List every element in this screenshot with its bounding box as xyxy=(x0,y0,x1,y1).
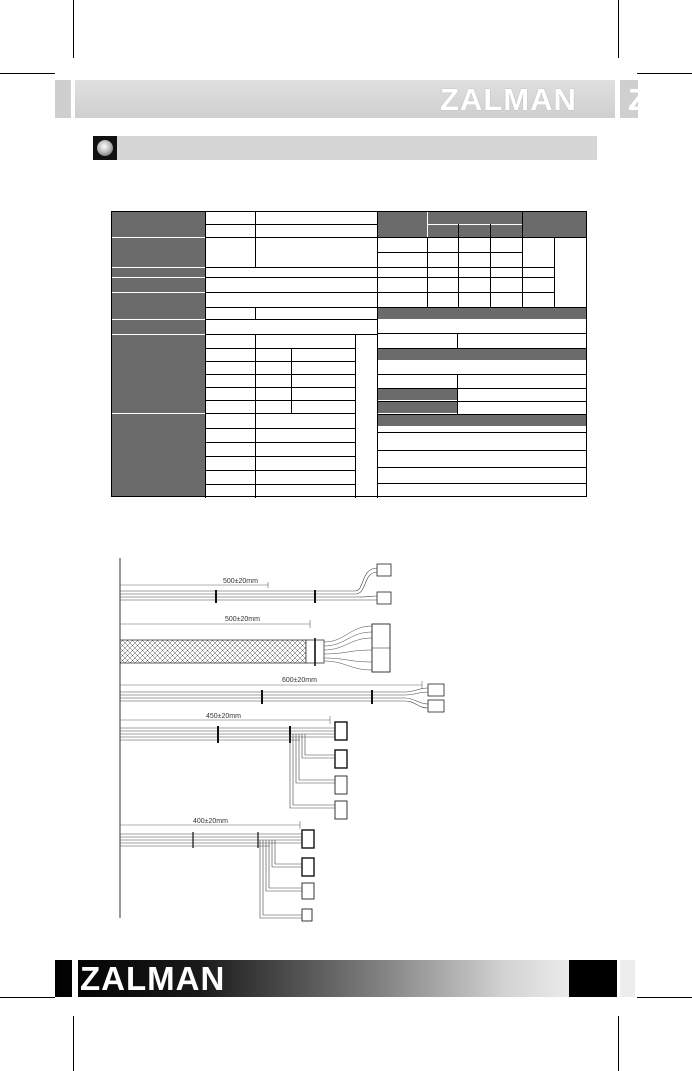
cable-3-length-label: 600±20mm xyxy=(282,677,317,684)
crop-mark-bottom-right-h xyxy=(637,997,692,998)
right-section-header-2 xyxy=(377,348,586,360)
output-subheader-2 xyxy=(459,225,490,237)
output-subheader-1 xyxy=(428,225,458,237)
spec-row-header-5 xyxy=(112,293,205,319)
cable-1 xyxy=(120,564,391,604)
right-section-header-3 xyxy=(377,414,586,426)
cable-4-length-label: 450±20mm xyxy=(206,713,241,720)
zalman-logo-ghost: Z xyxy=(628,82,647,117)
zalman-logo-footer: ZALMAN xyxy=(80,960,226,997)
right-section-header-1 xyxy=(377,307,586,319)
crop-mark-top-right-v xyxy=(618,0,619,58)
section-bullet-icon xyxy=(93,136,117,160)
section-title-bar xyxy=(93,136,597,160)
cable-5-length-label: 400±20mm xyxy=(193,818,228,825)
right-label-1 xyxy=(377,388,457,400)
crop-mark-top-left-v xyxy=(73,0,74,58)
output-subheader-3 xyxy=(491,225,522,237)
cable-2 xyxy=(120,616,390,672)
right-label-2 xyxy=(377,401,457,413)
crop-mark-top-right-h xyxy=(637,73,692,74)
output-header-c xyxy=(523,212,586,237)
cable-5 xyxy=(120,818,314,921)
cable-2-length-label: 500±20mm xyxy=(225,616,260,623)
output-header-a xyxy=(377,212,427,237)
crop-mark-bottom-left-h xyxy=(0,997,55,998)
spec-row-header-6 xyxy=(112,320,205,334)
spec-row-header-8 xyxy=(112,414,205,496)
crop-mark-bottom-left-v xyxy=(73,1016,74,1071)
crop-mark-bottom-right-v xyxy=(618,1016,619,1071)
spec-row-header-3 xyxy=(112,268,205,277)
spec-row-header-4 xyxy=(112,278,205,292)
output-header-b xyxy=(428,212,522,224)
cable-3 xyxy=(120,677,444,712)
crop-mark-top-left-h xyxy=(0,73,55,74)
cable-4 xyxy=(120,713,347,819)
spec-row-header-1 xyxy=(112,212,205,237)
spec-row-header-2 xyxy=(112,238,205,267)
footer-page-block xyxy=(569,960,617,997)
header-left-tab xyxy=(55,80,71,118)
cable-diagram xyxy=(110,558,460,933)
footer-divider xyxy=(72,960,78,997)
cable-1-length-label: 500±20mm xyxy=(223,578,258,585)
spec-table xyxy=(111,211,587,497)
footer-right-divider xyxy=(617,960,620,997)
zalman-logo-header: ZALMAN xyxy=(440,82,577,117)
spec-row-header-7 xyxy=(112,335,205,413)
